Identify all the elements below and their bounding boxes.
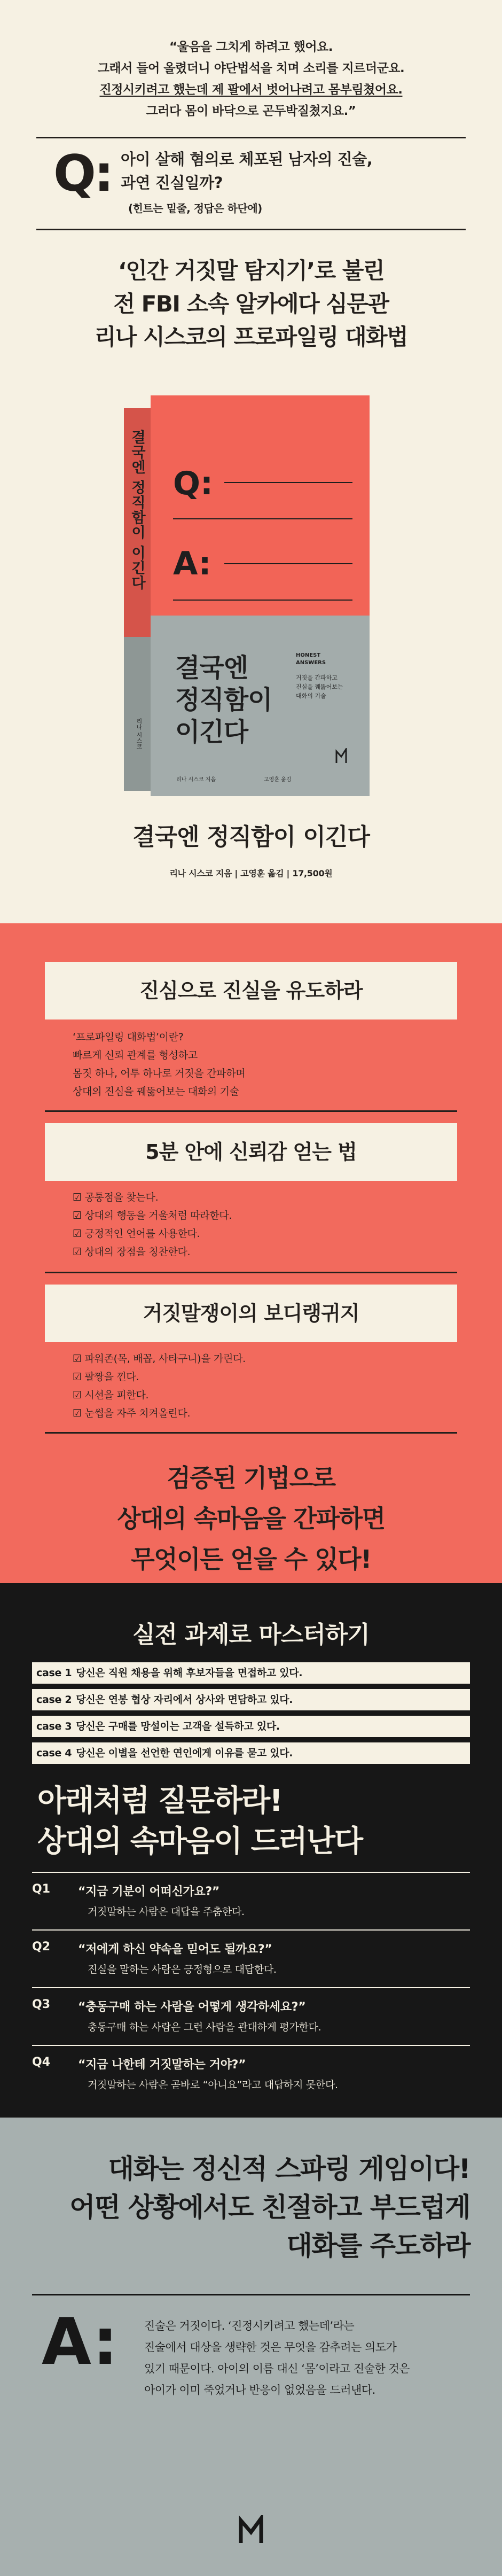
question-text [121, 147, 441, 194]
case-key: case 3 [36, 1721, 72, 1732]
cover-translator: 고영훈 옮김 [264, 777, 292, 783]
headline [32, 254, 470, 354]
qa-question: “저에게 하신 약속을 믿어도 될까요?” [78, 1943, 272, 1956]
quote-line: 그러다 몸이 바닥으로 곤두박질쳤지요.” [146, 104, 356, 118]
question-line: 과연 진실일까? [121, 174, 223, 192]
divider [45, 1432, 457, 1434]
block-banner [45, 962, 457, 1019]
block-title: 거짓말쟁이의 보디랭귀지 [143, 1302, 359, 1325]
headline-line: 리나 시스코의 프로파일링 대화법 [94, 324, 408, 350]
qa-number: Q4 [32, 2056, 51, 2069]
section2-headline: 검증된 기법으로 상대의 속마음을 간파하면 무엇이든 얻을 수 있다! [117, 1464, 385, 1574]
publisher-logo-icon [335, 748, 347, 764]
book-meta: 리나 시스코 지음 | 고영훈 옮김 | 17,500원 [169, 868, 333, 878]
case-key: case 4 [36, 1747, 72, 1759]
divider [32, 2294, 470, 2295]
spine-author: 리나 시스코 [136, 718, 143, 750]
list-item: ☑ 공통점을 찾는다. [73, 1192, 159, 1203]
cover-a-label: A: [173, 545, 211, 582]
case-key: case 1 [36, 1667, 72, 1679]
case-text: 당신은 이별을 선언한 연인에게 이유를 묻고 있다. [76, 1747, 293, 1759]
list-item: ☑ 시선을 피한다. [73, 1389, 149, 1401]
answer-section [0, 2118, 502, 2576]
question-line: 아이 살해 혐의로 체포된 남자의 진술, [121, 150, 373, 168]
divider [45, 1110, 457, 1112]
qa-answer: 거짓말하는 사람은 곧바로 “아니요”라고 대답하지 못한다. [88, 2079, 338, 2091]
case-row [32, 1662, 470, 1684]
qa-question: “지금 나한테 거짓말하는 거야?” [78, 2058, 246, 2072]
headline-line: ‘인간 거짓말 탐지기’로 불린 [117, 258, 385, 284]
cover-author: 리나 시스코 지음 [176, 777, 216, 783]
list-item: ☑ 상대의 행동을 거울처럼 따라한다. [73, 1210, 232, 1221]
block-banner [45, 1285, 457, 1342]
section3-headline: 아래처럼 질문하라! 상대의 속마음이 드러난다 [37, 1784, 363, 1859]
qa-question: “지금 기분이 어떠신가요?” [78, 1885, 220, 1898]
divider [36, 229, 466, 230]
book-title: 결국엔 정직함이 이긴다 [132, 823, 370, 851]
block-list [73, 1028, 436, 1101]
divider [36, 137, 466, 138]
case-text: 당신은 구매를 망설이는 고객을 설득하고 있다. [76, 1721, 280, 1732]
case-key: case 2 [36, 1694, 72, 1706]
quote-line: 진정시키려고 했는데 제 팔에서 벗어나려고 몸부림쳤어요. [99, 83, 403, 97]
list-item: ☑ 파워존(목, 배꼽, 사타구니)을 가린다. [73, 1353, 246, 1365]
cover-subtitle: 거짓을 간파하고 진심을 꿰뚫어보는 대화의 기술 [296, 674, 343, 699]
block-banner [45, 1123, 457, 1181]
list-item: 상대의 진심을 꿰뚫어보는 대화의 기술 [73, 1086, 239, 1098]
headline-line: 전 FBI 소속 알카에다 심문관 [113, 291, 389, 317]
qa-number: Q2 [32, 1940, 51, 1954]
case-row [32, 1742, 470, 1764]
answer-text: 진술은 거짓이다. ‘진정시키려고 했는데’라는 진술에서 대상을 생략한 것은 무엇을 감추려는 의도가 있기 때문이다. 아이의 이름 대신 ‘몸’이라고 진술한 것은 아이가 이미 죽었거나 반응이 없었음을 드러낸다. [144, 2320, 410, 2396]
section4-headline: 대화는 정신적 스파링 게임이다! 어떤 상황에서도 친절하고 부드럽게 대화를 주도하라 [69, 2153, 470, 2261]
quote-line: 그래서 들어 올렸더니 야단법석을 치며 소리를 지르더군요. [97, 61, 405, 75]
book-spine [124, 408, 151, 791]
qa-number: Q3 [32, 1998, 51, 2011]
technique-section [0, 923, 502, 1583]
spine-title: 결국엔 정직함이 이긴다 [129, 430, 145, 590]
qa-answer: 진실을 말하는 사람은 긍정형으로 대답한다. [88, 1964, 277, 1975]
list-item: ☑ 긍정적인 언어를 사용한다. [73, 1228, 200, 1240]
practice-section [0, 1583, 502, 2118]
block-list [73, 1188, 436, 1261]
intro-section [0, 0, 502, 923]
list-item: ☑ 눈썹을 자주 치켜올린다. [73, 1407, 191, 1419]
hint-text: (힌트는 밑줄, 정답은 하단에) [128, 202, 262, 215]
block-title: 진심으로 진실을 유도하라 [139, 979, 363, 1002]
suspect-quote [80, 36, 422, 122]
qa-answer: 거짓말하는 사람은 대답을 주춤한다. [88, 1906, 245, 1918]
publisher-logo-icon [238, 2515, 264, 2545]
case-row [32, 1689, 470, 1710]
qa-answer: 충동구매 하는 사람은 그런 사람을 관대하게 평가한다. [88, 2021, 321, 2033]
answer-mark-label: A: [42, 2305, 119, 2379]
divider [32, 1929, 470, 1931]
qa-question: “충동구매 하는 사람을 어떻게 생각하세요?” [78, 2001, 306, 2014]
section3-title: 실전 과제로 마스터하기 [132, 1621, 370, 1648]
case-text: 당신은 직원 채용을 위해 후보자들을 면접하고 있다. [76, 1667, 303, 1679]
cover-q-label: Q: [173, 465, 213, 502]
book-cover-image [124, 385, 378, 796]
block-title: 5분 안에 신뢰감 얻는 법 [145, 1140, 357, 1164]
cover-title: 결국엔 정직함이 이긴다 [175, 653, 272, 747]
quote-line: “울음을 그치게 하려고 했어요. [169, 40, 333, 54]
divider [32, 1987, 470, 1988]
list-item: ☑ 팔짱을 낀다. [73, 1371, 139, 1383]
list-item: ‘프로파일링 대화법’이란? [73, 1031, 184, 1043]
list-item: ☑ 상대의 장점을 칭찬한다. [73, 1246, 191, 1258]
list-item: 몸짓 하나, 어투 하나로 거짓을 간파하며 [73, 1068, 246, 1079]
list-item: 빠르게 신뢰 관계를 형성하고 [73, 1049, 198, 1061]
block-list [73, 1350, 436, 1422]
case-text: 당신은 연봉 협상 자리에서 상사와 면담하고 있다. [76, 1694, 293, 1706]
divider [32, 1872, 470, 1873]
qa-number: Q1 [32, 1882, 51, 1896]
cover-english-title: HONEST ANSWERS [296, 652, 326, 666]
case-row [32, 1716, 470, 1737]
divider [32, 2045, 470, 2046]
divider [45, 1272, 457, 1273]
question-mark-label: Q: [53, 145, 112, 203]
